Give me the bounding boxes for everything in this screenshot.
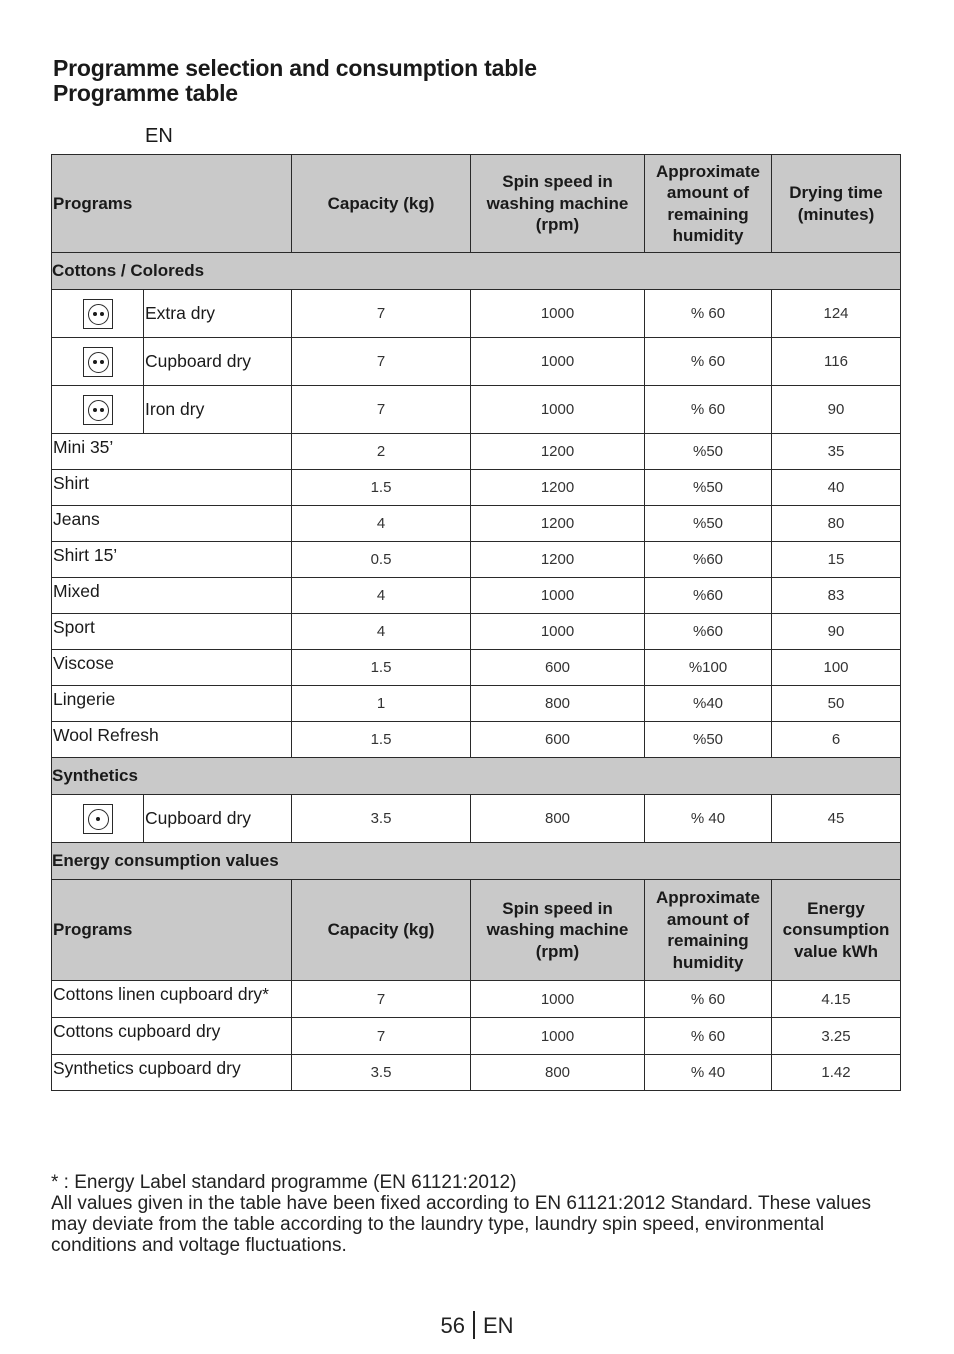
section-row — [52, 253, 901, 290]
time-value: 83 — [772, 578, 901, 614]
program-name: Iron dry — [144, 386, 292, 434]
humidity-value: %100 — [645, 650, 772, 686]
humidity-value: % 40 — [645, 795, 772, 843]
program-name: Lingerie — [52, 686, 292, 722]
program-name: Jeans — [52, 506, 292, 542]
table-row — [52, 578, 901, 614]
humidity-value: %50 — [645, 434, 772, 470]
icon-cell — [52, 386, 144, 434]
program-name: Sport — [52, 614, 292, 650]
program-name: Cupboard dry — [144, 795, 292, 843]
section-row — [52, 843, 901, 880]
spin-value: 1000 — [471, 386, 645, 434]
section-cottons: Cottons / Coloreds — [52, 253, 901, 290]
humidity-value: % 60 — [645, 338, 772, 386]
capacity-value: 3.5 — [292, 795, 471, 843]
header-humidity: Approximate amount of remaining humidity — [645, 155, 772, 253]
table-row — [52, 686, 901, 722]
table-row — [52, 650, 901, 686]
program-name: Cupboard dry — [144, 338, 292, 386]
time-value: 35 — [772, 434, 901, 470]
spin-value: 800 — [471, 1055, 645, 1091]
spin-value: 600 — [471, 722, 645, 758]
footnote-asterisk: * : Energy Label standard programme (EN 61121:2012) — [51, 1172, 517, 1193]
time-value: 6 — [772, 722, 901, 758]
humidity-value: %50 — [645, 722, 772, 758]
humidity-value: % 60 — [645, 290, 772, 338]
dryer-two-dot-icon — [83, 299, 113, 329]
capacity-value: 3.5 — [292, 1055, 471, 1091]
program-name: Cottons linen cupboard dry* — [52, 981, 292, 1018]
humidity-value: %60 — [645, 614, 772, 650]
program-name: Shirt 15’ — [52, 542, 292, 578]
table-row — [52, 795, 901, 843]
spin-value: 600 — [471, 650, 645, 686]
spin-value: 1000 — [471, 1018, 645, 1055]
time-value: 116 — [772, 338, 901, 386]
dryer-two-dot-icon — [83, 347, 113, 377]
header-energy: Energy consumption value kWh — [772, 880, 901, 981]
section-energy: Energy consumption values — [52, 843, 901, 880]
table-row — [52, 1055, 901, 1091]
table-row — [52, 614, 901, 650]
humidity-value: %50 — [645, 470, 772, 506]
dryer-two-dot-icon — [83, 395, 113, 425]
capacity-value: 4 — [292, 578, 471, 614]
header-drying-time: Drying time (minutes) — [772, 155, 901, 253]
header-capacity: Capacity (kg) — [292, 880, 471, 981]
time-value: 100 — [772, 650, 901, 686]
page-separator — [473, 1311, 475, 1339]
humidity-value: % 60 — [645, 386, 772, 434]
humidity-value: %60 — [645, 578, 772, 614]
table-header-row — [52, 880, 901, 981]
time-value: 80 — [772, 506, 901, 542]
table-row — [52, 981, 901, 1018]
time-value: 90 — [772, 386, 901, 434]
spin-value: 1000 — [471, 614, 645, 650]
humidity-value: %40 — [645, 686, 772, 722]
program-name: Synthetics cupboard dry — [52, 1055, 292, 1091]
capacity-value: 2 — [292, 434, 471, 470]
spin-value: 1000 — [471, 981, 645, 1018]
header-humidity: Approximate amount of remaining humidity — [645, 880, 772, 981]
capacity-value: 1.5 — [292, 650, 471, 686]
programme-table — [51, 154, 901, 1091]
time-value: 50 — [772, 686, 901, 722]
spin-value: 1200 — [471, 506, 645, 542]
page-footer — [0, 1313, 954, 1341]
capacity-value: 1 — [292, 686, 471, 722]
humidity-value: % 60 — [645, 981, 772, 1018]
spin-value: 800 — [471, 795, 645, 843]
time-value: 40 — [772, 470, 901, 506]
energy-value: 1.42 — [772, 1055, 901, 1091]
dryer-one-dot-icon — [83, 804, 113, 834]
spin-value: 1000 — [471, 338, 645, 386]
program-name: Wool Refresh — [52, 722, 292, 758]
capacity-value: 7 — [292, 1018, 471, 1055]
energy-value: 3.25 — [772, 1018, 901, 1055]
capacity-value: 0.5 — [292, 542, 471, 578]
program-name: Cottons cupboard dry — [52, 1018, 292, 1055]
humidity-value: % 40 — [645, 1055, 772, 1091]
table-row — [52, 434, 901, 470]
table-row — [52, 542, 901, 578]
icon-cell — [52, 290, 144, 338]
section-synthetics: Synthetics — [52, 758, 901, 795]
humidity-value: %50 — [645, 506, 772, 542]
language-label: EN — [145, 125, 173, 147]
spin-value: 800 — [471, 686, 645, 722]
footnote-text: All values given in the table have been fixed according to EN 61121:2012 Standard. These values may deviate from the table according to the laundry type, laundry spin speed, environmental conditions and voltage fluctuations. — [51, 1193, 872, 1256]
capacity-value: 7 — [292, 981, 471, 1018]
header-spin-speed: Spin speed in washing machine (rpm) — [471, 880, 645, 981]
energy-value: 4.15 — [772, 981, 901, 1018]
page-language: EN — [482, 1313, 514, 1338]
capacity-value: 7 — [292, 386, 471, 434]
page-subtitle: Programme table — [53, 80, 238, 106]
header-spin-speed: Spin speed in washing machine (rpm) — [471, 155, 645, 253]
program-name: Mini 35’ — [52, 434, 292, 470]
program-name: Viscose — [52, 650, 292, 686]
humidity-value: % 60 — [645, 1018, 772, 1055]
time-value: 45 — [772, 795, 901, 843]
page-number: 56 — [440, 1313, 465, 1338]
capacity-value: 1.5 — [292, 722, 471, 758]
section-row — [52, 758, 901, 795]
capacity-value: 7 — [292, 338, 471, 386]
spin-value: 1000 — [471, 290, 645, 338]
spin-value: 1200 — [471, 542, 645, 578]
footnote — [51, 1172, 911, 1256]
table-row — [52, 470, 901, 506]
spin-value: 1000 — [471, 578, 645, 614]
capacity-value: 7 — [292, 290, 471, 338]
time-value: 124 — [772, 290, 901, 338]
icon-cell — [52, 795, 144, 843]
table-row — [52, 506, 901, 542]
time-value: 15 — [772, 542, 901, 578]
header-capacity: Capacity (kg) — [292, 155, 471, 253]
table-header-row — [52, 155, 901, 253]
table-row — [52, 1018, 901, 1055]
humidity-value: %60 — [645, 542, 772, 578]
table-row — [52, 386, 901, 434]
icon-cell — [52, 338, 144, 386]
capacity-value: 1.5 — [292, 470, 471, 506]
table-row — [52, 290, 901, 338]
table-row — [52, 722, 901, 758]
spin-value: 1200 — [471, 470, 645, 506]
capacity-value: 4 — [292, 506, 471, 542]
program-name: Shirt — [52, 470, 292, 506]
program-name: Extra dry — [144, 290, 292, 338]
spin-value: 1200 — [471, 434, 645, 470]
program-name: Mixed — [52, 578, 292, 614]
header-programs: Programs — [52, 880, 292, 981]
capacity-value: 4 — [292, 614, 471, 650]
page-title: Programme selection and consumption table — [53, 55, 537, 81]
time-value: 90 — [772, 614, 901, 650]
table-row — [52, 338, 901, 386]
header-programs: Programs — [52, 155, 292, 253]
